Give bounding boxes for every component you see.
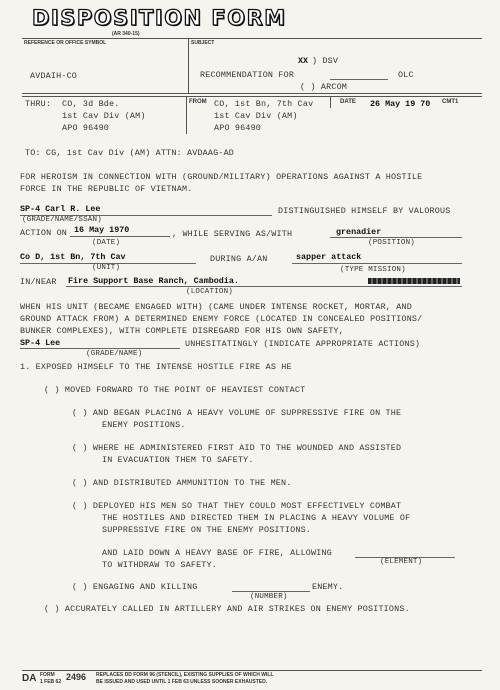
unit-value: Co D, 1st Bn, 7th Cav <box>20 252 126 262</box>
option-base-of-fire: AND LAID DOWN A HEAVY BASE OF FIRE, ALLOWING <box>102 548 332 558</box>
unit-caption: (UNIT) <box>92 264 121 272</box>
position-caption: (POSITION) <box>368 239 416 247</box>
to-line: TO: CG, 1st Cav Div (AM) ATTN: AVDAAG-AD <box>25 148 235 158</box>
thru-line-1: CO, 3d Bde. <box>62 99 120 109</box>
distinguished-text: DISTINGUISHED HIMSELF BY VALOROUS <box>278 206 451 216</box>
option-suppressive-fire-cont: ENEMY POSITIONS. <box>102 420 186 430</box>
location-value: Fire Support Base Ranch, Cambodia. <box>68 276 239 286</box>
thru-line-2: 1st Cav Div (AM) <box>62 111 146 121</box>
cmt-label: CMT1 <box>442 99 459 105</box>
from-line-1: CO, 1st Bn, 7th Cav <box>214 99 314 109</box>
in-near-label: IN/NEAR <box>20 277 57 287</box>
mission-caption: (TYPE MISSION) <box>340 266 406 274</box>
strikeout-mark <box>368 278 460 284</box>
item-1-text: 1. EXPOSED HIMSELF TO THE INTENSE HOSTILE FIRE AS HE <box>20 362 292 372</box>
option-suppressive-fire[interactable]: ( ) AND BEGAN PLACING A HEAVY VOLUME OF SUPPRESSIVE FIRE ON THE <box>72 408 402 418</box>
option-deployed-men-cont-1: THE HOSTILES AND DIRECTED THEM IN PLACING A HEAVY VOLUME OF <box>102 513 411 523</box>
when-line-2: GROUND ATTACK FROM) A DETERMINED ENEMY FORCE (LOCATED IN CONCEALED POSITIONS/ <box>20 314 423 324</box>
date-label: DATE <box>340 99 356 105</box>
option-ammunition[interactable]: ( ) AND DISTRIBUTED AMMUNITION TO THE MEN. <box>72 478 292 488</box>
subject-checkmark: XX <box>298 56 309 66</box>
regulation-ref: (AR 340-15) <box>112 31 140 37</box>
grade-name2-caption: (GRADE/NAME) <box>86 350 143 358</box>
option-first-aid-cont: IN EVACUATION THEM TO SAFETY. <box>102 455 254 465</box>
subject-line1: ) DSV <box>312 56 339 66</box>
grade-name2-value: SP-4 Lee <box>20 338 61 348</box>
option-first-aid[interactable]: ( ) WHERE HE ADMINISTERED FIRST AID TO THE WOUNDED AND ASSISTED <box>72 443 402 453</box>
from-line-3: APO 96490 <box>214 123 262 133</box>
option-deployed-men-cont-2: SUPPRESSIVE FIRE ON THE ENEMY POSITIONS. <box>102 525 312 535</box>
subject-line2: RECOMMENDATION FOR <box>200 70 295 80</box>
subject-label: SUBJECT <box>191 40 215 46</box>
thru-line-3: APO 96490 <box>62 123 110 133</box>
when-line-1: WHEN HIS UNIT (BECAME ENGAGED WITH) (CAME UNDER INTENSE ROCKET, MORTAR, AND <box>20 302 412 312</box>
reference-value: AVDAIH-CO <box>30 71 78 81</box>
from-label: FROM <box>189 99 207 105</box>
intro-line-2: FORCE IN THE REPUBLIC OF VIETNAM. <box>20 184 193 194</box>
number-caption: (NUMBER) <box>250 593 288 601</box>
subject-line3: ( ) ARCOM <box>300 82 348 92</box>
option-base-of-fire-cont: TO WITHDRAW TO SAFETY. <box>102 560 217 570</box>
option-deployed-men[interactable]: ( ) DEPLOYED HIS MEN SO THAT THEY COULD MOST EFFECTIVELY COMBAT <box>72 501 402 511</box>
option-engaging[interactable]: ( ) ENGAGING AND KILLING <box>72 582 198 592</box>
form-date: 1 FEB 62 <box>40 679 62 685</box>
thru-label: THRU: <box>25 99 52 109</box>
unhesitatingly-text: UNHESITATINGLY (INDICATE APPROPRIATE ACTIONS) <box>185 339 421 349</box>
location-caption: (LOCATION) <box>186 288 234 296</box>
subject-line2-right: OLC <box>398 70 414 80</box>
replaces-line-1: REPLACES DD FORM 96 (STENCIL), EXISTING SUPPLIES OF WHICH WILL <box>96 672 274 678</box>
element-caption: (ELEMENT) <box>380 558 423 566</box>
grade-name-caption: (GRADE/NAME/SSAN) <box>22 216 102 224</box>
date-caption: (DATE) <box>92 239 121 247</box>
mission-value: sapper attack <box>296 252 362 262</box>
intro-line-1: FOR HEROISM IN CONNECTION WITH (GROUND/MILITARY) OPERATIONS AGAINST A HOSTILE <box>20 172 423 182</box>
action-date-value: 16 May 1970 <box>74 225 130 235</box>
option-artillery[interactable]: ( ) ACCURATELY CALLED IN ARTILLERY AND AIR STRIKES ON ENEMY POSITIONS. <box>44 604 410 614</box>
form-title: DISPOSITION FORM <box>32 6 287 30</box>
replaces-line-2: BE ISSUED AND USED UNTIL 1 FEB 63 UNLESS SOONER EXHAUSTED. <box>96 679 268 685</box>
from-line-2: 1st Cav Div (AM) <box>214 111 298 121</box>
option-engaging-end: ENEMY. <box>312 582 344 592</box>
option-moved-forward[interactable]: ( ) MOVED FORWARD TO THE POINT OF HEAVIEST CONTACT <box>44 385 306 395</box>
date-value: 26 May 19 70 <box>370 99 431 109</box>
position-value: grenadier <box>336 227 382 237</box>
form-da-mark: DA <box>22 673 37 684</box>
serving-label: , WHILE SERVING AS/WITH <box>172 229 293 239</box>
action-on-label: ACTION ON <box>20 228 68 238</box>
during-label: DURING A/AN <box>210 254 268 264</box>
form-label: FORM <box>40 672 55 678</box>
form-number: 2496 <box>66 672 87 682</box>
reference-label: REFERENCE OR OFFICE SYMBOL <box>24 40 107 46</box>
when-line-3: BUNKER COMPLEXES), WITH COMPLETE DISREGARD FOR HIS OWN SAFETY, <box>20 326 345 336</box>
grade-name-value: SP-4 Carl R. Lee <box>20 204 101 214</box>
